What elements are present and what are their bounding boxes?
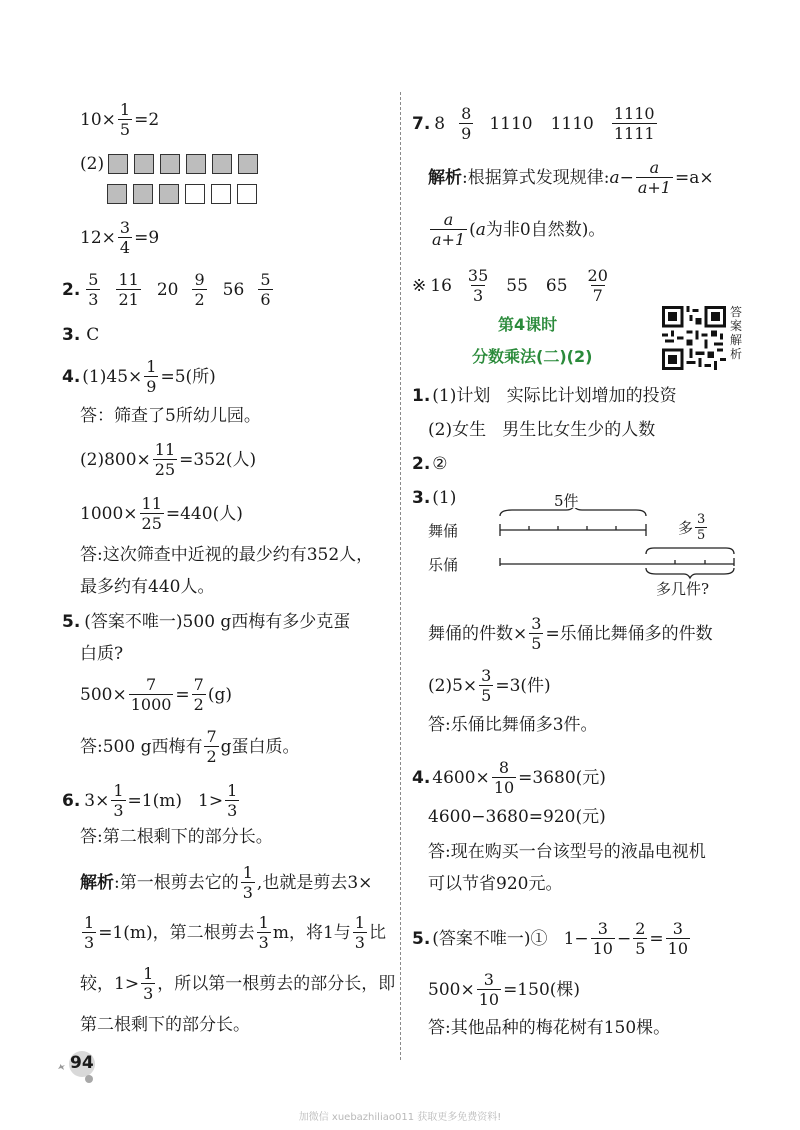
q5-answer: 答:500 g西梅有 $\frac{7}{2}$ g蛋白质。 — [80, 727, 300, 766]
q6-analysis-1: 解析 :第一根剪去它的 $\frac{1}{3}$ ,也就是剪去3× — [80, 863, 373, 902]
grid-row-2 — [107, 184, 263, 204]
q7-analysis-2: $\frac{a}{a+1}$ ( a 为非0自然数)。 — [432, 210, 606, 249]
grid-row-1: (2) — [80, 153, 264, 175]
diagram-top-label: 5件 — [554, 492, 579, 510]
q6-analysis-3: 较，1> $\frac{1}{3}$ ，所以第一根剪去的部分长，即 — [80, 964, 396, 1003]
q5-calc: 500× $\frac{7}{1000}$ = $\frac{7}{2}$ (g) — [80, 675, 233, 714]
r1-line1: 1. (1)计划 实际比计划增加的投资 — [412, 386, 677, 406]
r2-answer: 2. ② — [412, 454, 448, 474]
q4-line2: (2)800× $\frac{11}{25}$ =352(人) — [80, 440, 257, 479]
q2-answers: 2. $\frac{5}{3}$ $\frac{11}{21}$ 20 $\frac{9}{2}$ 56 $\frac{5}{6}$ — [62, 270, 271, 309]
r4-answer1: 答:现在购买一台该型号的液晶电视机 — [428, 842, 706, 862]
q3-answer: 3. C — [62, 325, 100, 345]
q4-line1: 4. (1)45× $\frac{1}{9}$ =5(所) — [62, 357, 216, 396]
diagram-row2-label: 乐俑 — [428, 556, 459, 574]
q4-line3: 1000× $\frac{11}{25}$ =440(人) — [80, 494, 243, 533]
q4-answer1: 答：筛查了5所幼儿园。 — [80, 406, 261, 426]
q5-question-cont: 白质? — [80, 644, 124, 664]
q6-analysis-4: 第二根剩下的部分长。 — [80, 1015, 250, 1035]
footer-watermark: 加微信 xuebazhiliao011 获取更多免费资料! — [298, 1112, 502, 1123]
r4-calc1: 4. 4600× $\frac{8}{10}$ =3680(元) — [412, 758, 606, 797]
line-10x1-5: 10× $\frac{1}{5}$ =2 — [80, 100, 160, 139]
q6-answer: 答:第二根剩下的部分长。 — [80, 827, 273, 847]
column-divider — [400, 92, 401, 1060]
q7-answers: 7. 8 $\frac{8}{9}$ 1110 1110 $\frac{1110}{1111}$ — [412, 104, 655, 143]
q4-answer2b: 最多约有440人。 — [80, 577, 215, 597]
qr-label: 答案解析 — [730, 305, 743, 361]
lesson-title: 第4课时 — [498, 315, 558, 334]
qr-code[interactable] — [662, 306, 726, 370]
r3-answer: 答:乐俑比舞俑多3件。 — [428, 715, 598, 735]
r3-label: 3. (1) — [412, 488, 457, 508]
q7-analysis-1: 解析 :根据算式发现规律: a − $\frac{a}{a+1}$ =a× — [428, 158, 714, 197]
r1-line2: (2)女生 男生比女生少的人数 — [428, 420, 656, 440]
r3-calc: (2)5× $\frac{3}{5}$ =3(件) — [428, 666, 551, 705]
q6-calc: 6. 3× $\frac{1}{3}$ =1(m) 1> $\frac{1}{3}$ — [62, 781, 238, 820]
r5-calc1: 5. (答案不唯一)① 1− $\frac{3}{10}$ − $\frac{2}{5}$ = $\frac{3}{10}$ — [412, 919, 689, 958]
page-number: 94 — [70, 1053, 94, 1073]
r3-relation: 舞俑的件数× $\frac{3}{5}$ =乐俑比舞俑多的件数 — [428, 614, 713, 653]
line-12x3-4: 12× $\frac{3}{4}$ =9 — [80, 218, 160, 257]
diagram-row1-label: 舞俑 — [428, 522, 459, 540]
r5-calc2: 500× $\frac{3}{10}$ =150(棵) — [428, 970, 581, 1009]
diagram-question-label: 多几件? — [656, 580, 710, 598]
r4-answer2: 可以节省920元。 — [428, 874, 563, 894]
q6-analysis-2: $\frac{1}{3}$ =1(m)，第二根剪去 $\frac{1}{3}$ m，将1与 $\frac{1}{3}$ 比 — [84, 913, 386, 952]
r4-calc2: 4600−3680=920(元) — [428, 807, 606, 827]
q5-question: 5. (答案不唯一)500 g西梅有多少克蛋 — [62, 612, 351, 632]
q4-answer2a: 答:这次筛查中近视的最少约有352人， — [80, 545, 374, 565]
extra-answers: ※ 16 $\frac{35}{3}$ 55 65 $\frac{20}{7}$ — [412, 266, 608, 305]
r5-answer: 答:其他品种的梅花树有150棵。 — [428, 1018, 671, 1038]
diagram-more-label: 多 $\frac{3}{5}$ — [678, 512, 706, 543]
topic-title: 分数乘法(二)(2) — [472, 347, 593, 366]
